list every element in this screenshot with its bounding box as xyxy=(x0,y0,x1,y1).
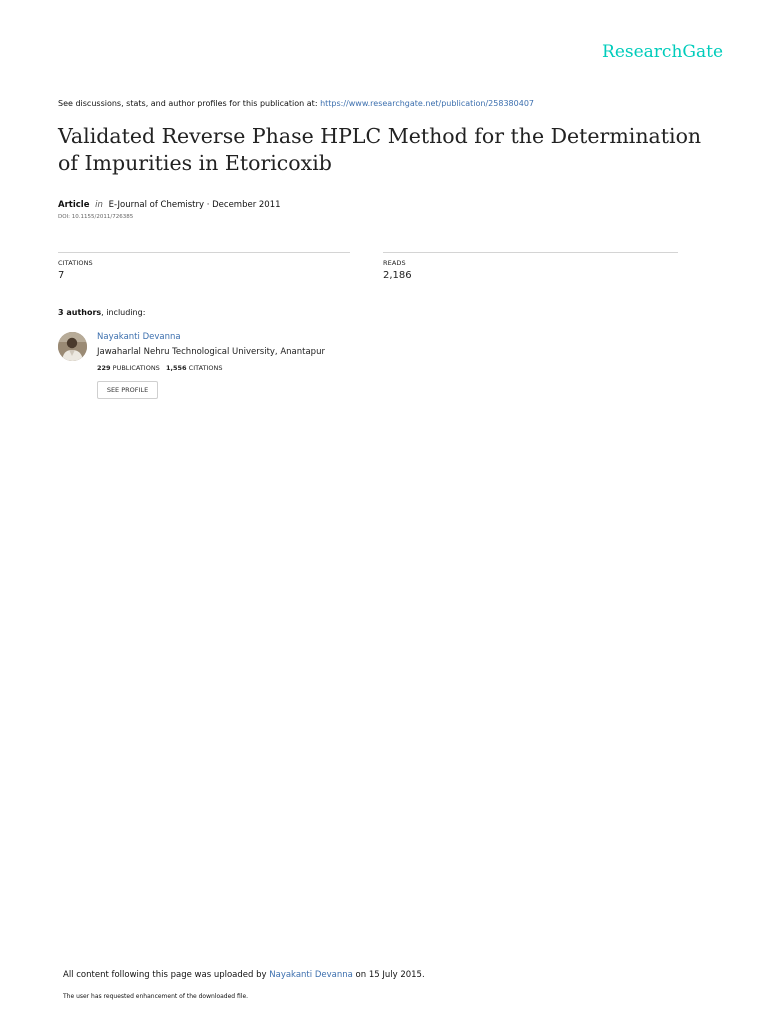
publication-url-link[interactable]: https://www.researchgate.net/publication/258380407 xyxy=(320,99,534,108)
publication-link-line xyxy=(58,99,534,108)
reads-count: 2,186 xyxy=(383,270,412,281)
publication-title: Validated Reverse Phase HPLC Method for the Determination of Impurities in Etoricoxib xyxy=(58,124,702,175)
upload-date: on 15 July 2015. xyxy=(355,970,425,980)
author-institution: Jawaharlal Nehru Technological University, Anantapur xyxy=(97,347,325,357)
author-stats xyxy=(97,364,223,372)
journal-date: E-Journal of Chemistry · December 2011 xyxy=(108,200,281,210)
upload-prefix: All content following this page was uploaded by xyxy=(63,970,267,980)
article-type: Article xyxy=(58,200,90,210)
citations-divider xyxy=(58,252,350,253)
doi-text: DOI: 10.1155/2011/726385 xyxy=(58,214,134,220)
author-name-link[interactable]: Nayakanti Devanna xyxy=(97,332,181,342)
see-profile-button[interactable]: SEE PROFILE xyxy=(97,381,158,399)
author-photo-icon xyxy=(58,332,87,361)
upload-notice xyxy=(63,970,425,980)
reads-divider xyxy=(383,252,678,253)
researchgate-logo[interactable]: ResearchGate xyxy=(602,42,723,62)
authors-heading xyxy=(58,308,145,317)
uploader-link[interactable]: Nayakanti Devanna xyxy=(269,970,353,980)
citations-count: 7 xyxy=(58,270,65,281)
author-publications-count: 229 xyxy=(97,364,111,372)
avatar[interactable] xyxy=(58,332,87,361)
in-word: in xyxy=(95,200,103,210)
enhancement-note: The user has requested enhancement of the downloaded file. xyxy=(63,993,249,1000)
publication-info xyxy=(58,200,281,210)
author-publications-label: PUBLICATIONS xyxy=(112,364,160,372)
author-citations-count: 1,556 xyxy=(166,364,187,372)
citations-label: CITATIONS xyxy=(58,259,93,267)
authors-count: 3 authors xyxy=(58,308,102,317)
author-citations-label: CITATIONS xyxy=(188,364,223,372)
reads-label: READS xyxy=(383,259,406,267)
see-discussions-text: See discussions, stats, and author profiles for this publication at: xyxy=(58,99,318,108)
authors-suffix: , including: xyxy=(101,308,146,317)
